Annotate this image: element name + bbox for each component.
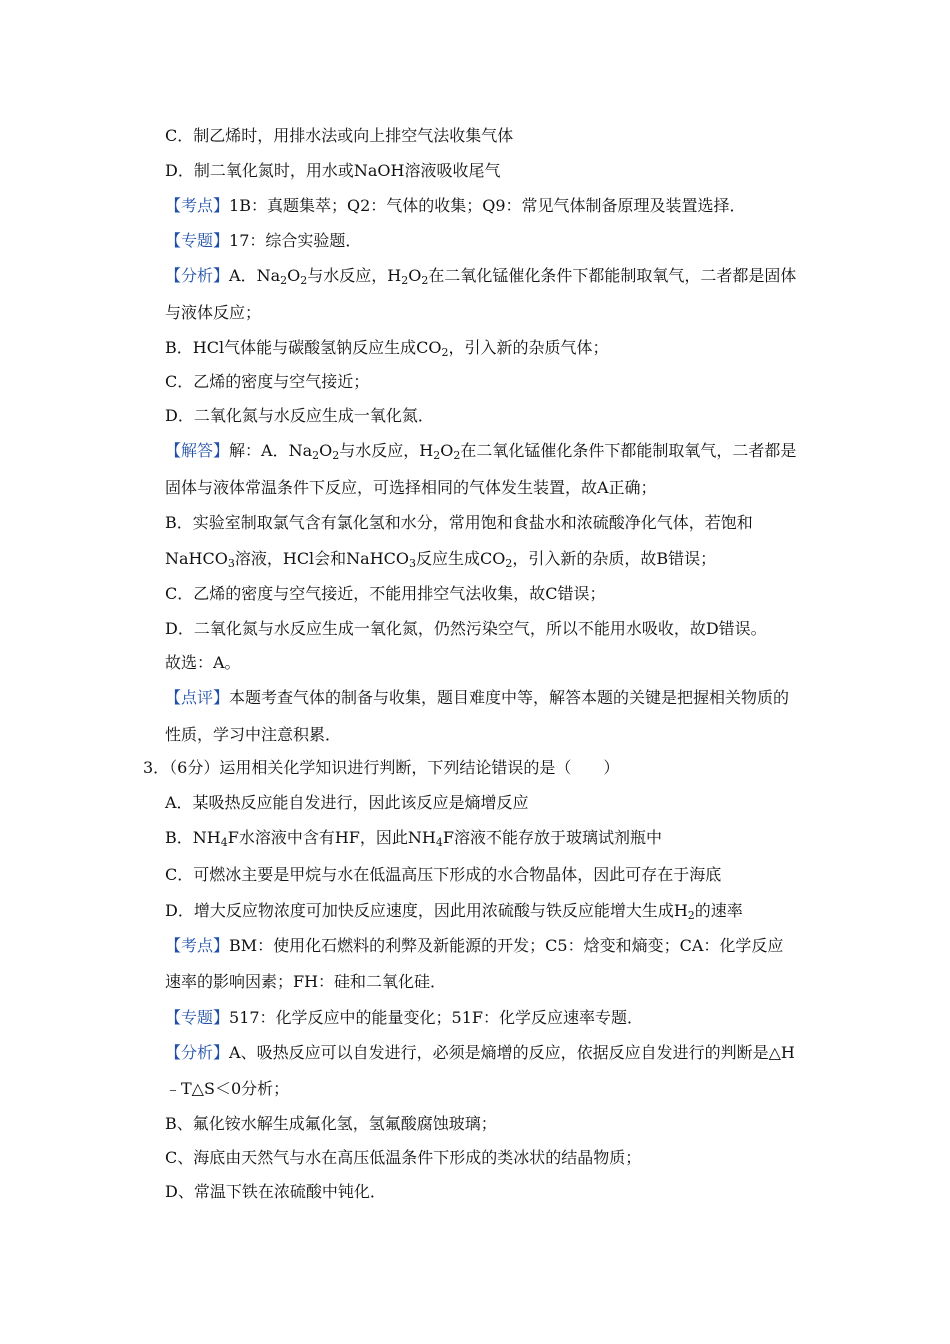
subscript: 2 — [280, 274, 288, 287]
jieda-text: 与水反应，H — [339, 441, 434, 460]
subscript: 2 — [332, 449, 340, 462]
q3-option-d — [165, 900, 815, 922]
fenxi-text: A、吸热反应可以自发进行，必须是熵增的反应，依据反应自发进行的判断是△H — [229, 1043, 795, 1062]
subscript: 4 — [435, 836, 443, 849]
q3-option-c: C．可燃冰主要是甲烷与水在低温高压下形成的水合物晶体，因此可存在于海底 — [165, 865, 722, 884]
zhuanti-text: 17：综合实验题． — [229, 231, 362, 250]
subscript: 2 — [505, 557, 513, 570]
q2-jieda-b: B．实验室制取氯气含有氯化氢和水分，常用饱和食盐水和浓硫酸净化气体，若饱和 — [165, 513, 753, 532]
jieda-tag: 【解答】 — [165, 441, 230, 460]
kaodian-text: 1B：真题集萃；Q2：气体的收集；Q9：常见气体制备原理及装置选择． — [229, 196, 746, 215]
fenxi-text: ，引入新的杂质气体； — [448, 338, 609, 357]
q2-jieda-c: C．乙烯的密度与空气接近，不能用排空气法收集，故C错误； — [165, 584, 606, 603]
subscript: 2 — [401, 274, 409, 287]
q2-jieda-a: 【解答】解：A．$Na_2O_2$与水反应，$H_2O_2$在二氧化锰催化条件下都能制取氧气，二者都是 — [165, 441, 797, 462]
q2-fenxi-d: D．二氧化氮与水反应生成一氧化氮． — [165, 406, 434, 425]
subscript: 2 — [300, 274, 308, 287]
fenxi-text: 在二氧化锰催化条件下都能制取氧气，二者都是固体 — [428, 266, 797, 285]
kaodian-tag: 【考点】 — [165, 936, 230, 955]
jieda-text: ，引入新的杂质，故B错误； — [512, 549, 717, 568]
q2-option-c: C．制乙烯时，用排水法或向上排空气法收集气体 — [165, 126, 514, 145]
fenxi-text: 与水反应，H — [307, 266, 402, 285]
fenxi-tag: 【分析】 — [165, 1043, 230, 1062]
q2-jieda-a-cont: 固体与液体常温条件下反应，可选择相同的气体发生装置，故A正确； — [165, 478, 657, 497]
jieda-text: 反应生成CO — [416, 549, 506, 568]
dianping-text: 本题考查气体的制备与收集，题目难度中等，解答本题的关键是把握相关物质的 — [229, 688, 790, 707]
fenxi-text: B．HCl气体能与碳酸氢钠反应生成CO — [165, 338, 442, 357]
q2-dianping-cont: 性质，学习中注意积累． — [165, 725, 342, 744]
q2-jieda-select: 故选：A。 — [165, 653, 241, 672]
option-text: F水溶液中含有HF，因此NH — [227, 828, 436, 847]
fenxi-tag: 【分析】 — [165, 266, 230, 285]
q2-zhuanti — [165, 230, 815, 252]
zhuanti-tag: 【专题】 — [165, 1008, 230, 1027]
jieda-text: NaHCO — [165, 549, 228, 568]
dianping-tag: 【点评】 — [165, 688, 230, 707]
subscript: 2 — [441, 346, 449, 359]
q2-jieda-d: D．二氧化氮与水反应生成一氧化氮，仍然污染空气，所以不能用水吸收，故D错误。 — [165, 619, 767, 638]
q3-stem: 3．（6分）运用相关化学知识进行判断，下列结论错误的是（ ） — [143, 758, 620, 777]
q3-option-b — [165, 827, 815, 849]
q2-fenxi-a-cont: 与液体反应； — [165, 303, 262, 322]
subscript: 3 — [227, 557, 235, 570]
q2-dianping — [165, 687, 815, 709]
q3-fenxi-c: C、海底由天然气与水在高压低温条件下形成的类冰状的结晶物质； — [165, 1148, 642, 1167]
zhuanti-tag: 【专题】 — [165, 231, 230, 250]
subscript: 2 — [687, 909, 695, 922]
kaodian-text: BM：使用化石燃料的利弊及新能源的开发；C5：焓变和熵变；CA：化学反应 — [229, 936, 784, 955]
q3-option-a: A．某吸热反应能自发进行，因此该反应是熵增反应 — [165, 793, 529, 812]
q3-kaodian-cont: 速率的影响因素；FH：硅和二氧化硅． — [165, 972, 447, 991]
subscript: 3 — [409, 557, 417, 570]
fenxi-text: A．Na — [229, 266, 281, 285]
subscript: 4 — [220, 836, 228, 849]
subscript: 2 — [312, 449, 320, 462]
q3-fenxi-a — [165, 1042, 815, 1064]
jieda-text: 溶液，HCl会和NaHCO — [234, 549, 410, 568]
zhuanti-text: 517：化学反应中的能量变化；51F：化学反应速率专题． — [229, 1008, 644, 1027]
jieda-text: 解：A．Na — [229, 441, 313, 460]
q3-fenxi-b: B、氟化铵水解生成氟化氢，氢氟酸腐蚀玻璃； — [165, 1114, 497, 1133]
option-text: 的速率 — [694, 901, 743, 920]
subscript: 2 — [453, 449, 461, 462]
q3-zhuanti — [165, 1007, 815, 1029]
option-text: B．NH — [165, 828, 221, 847]
subscript: 2 — [433, 449, 441, 462]
jieda-text: 在二氧化锰催化条件下都能制取氧气，二者都是 — [460, 441, 797, 460]
subscript: 2 — [421, 274, 429, 287]
option-text: F溶液不能存放于玻璃试剂瓶中 — [442, 828, 662, 847]
kaodian-tag: 【考点】 — [165, 196, 230, 215]
q3-fenxi-d: D、常温下铁在浓硫酸中钝化． — [165, 1182, 386, 1201]
q3-fenxi-a-cont: ﹣T△S＜0分析； — [165, 1079, 290, 1098]
q2-kaodian — [165, 195, 815, 217]
q3-kaodian — [165, 935, 815, 957]
q2-fenxi-a: 【分析】A．$Na_2O_2$与水反应，$H_2O_2$在二氧化锰催化条件下都能制取氧气，二者都是固体 — [165, 266, 797, 287]
q2-fenxi-c: C．乙烯的密度与空气接近； — [165, 372, 370, 391]
option-text: D．增大反应物浓度可加快反应速度，因此用浓硫酸与铁反应能增大生成H — [165, 901, 688, 920]
q2-fenxi-b — [165, 337, 815, 359]
q2-jieda-b-cont — [165, 548, 815, 570]
q2-option-d: D．制二氧化氮时，用水或NaOH溶液吸收尾气 — [165, 161, 501, 180]
